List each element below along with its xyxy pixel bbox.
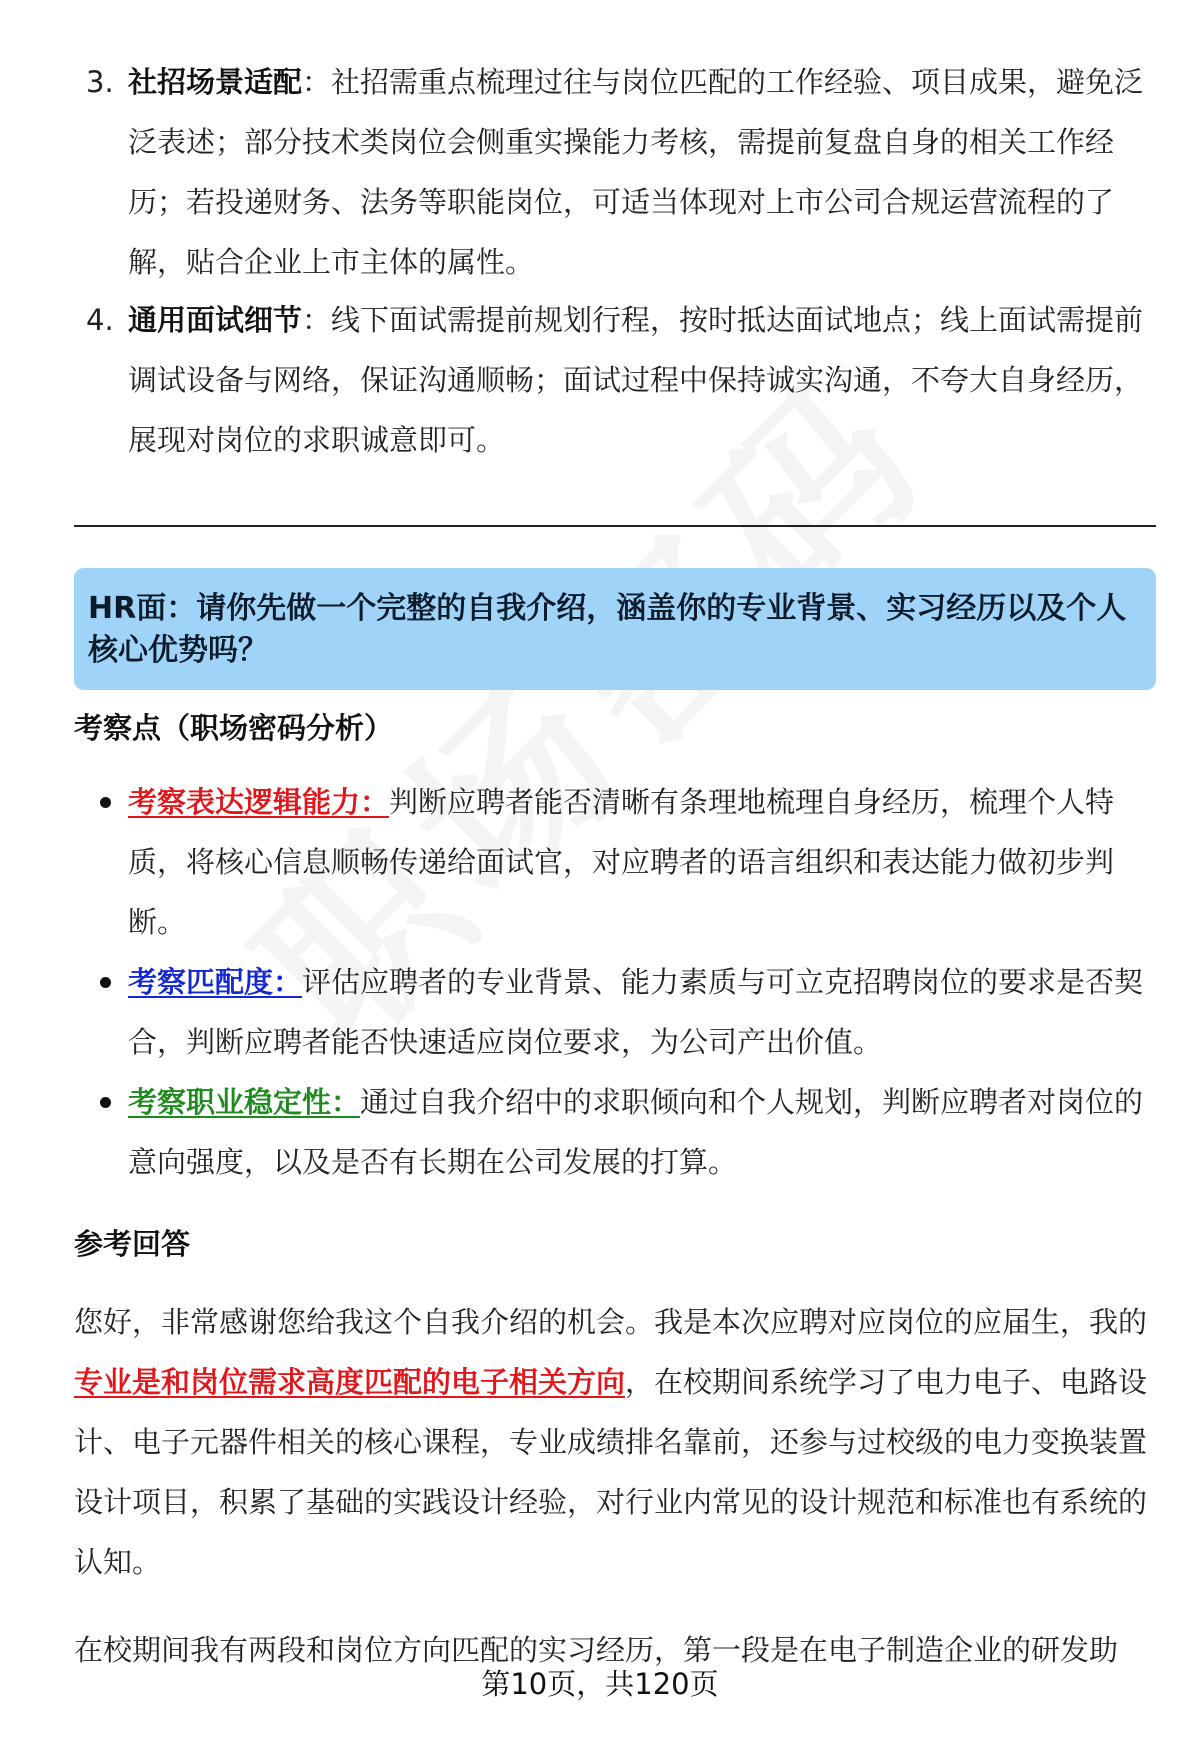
highlight-text: 专业是和岗位需求高度匹配的电子相关方向 bbox=[74, 1365, 626, 1399]
reference-heading: 参考回答 bbox=[74, 1227, 191, 1261]
list-item bbox=[74, 1072, 1144, 1192]
list-item bbox=[74, 772, 1144, 952]
page-footer: 第10页，共120页 bbox=[481, 1667, 719, 1701]
list-item-text: ：线下面试需提前规划行程，按时抵达面试地点；线上面试需提前调试设备与网络，保证沟通顺畅；面试过程中保持诚实沟通，不夸大自身经历，展现对岗位的求职诚意即可。 bbox=[128, 303, 1144, 457]
list-item-label: 通用面试细节 bbox=[128, 303, 303, 337]
analysis-text: 判断应聘者能否清晰有条理地梳理自身经历，梳理个人特质，将核心信息顺畅传递给面试官，对应聘者的语言组织和表达能力做初步判断。 bbox=[128, 785, 1115, 939]
list-item bbox=[74, 952, 1144, 1072]
question-box: HR面：请你先做一个完整的自我介绍，涵盖你的专业背景、实习经历以及个人核心优势吗？ bbox=[74, 568, 1156, 690]
paragraph-text: ，在校期间系统学习了电力电子、电路设计、电子元器件相关的核心课程，专业成绩排名靠前，还参与过校级的电力变换装置设计项目，积累了基础的实践设计经验，对行业内常见的设计规范和标准也有系统的认知。 bbox=[74, 1365, 1148, 1579]
list-item bbox=[74, 290, 1144, 470]
paragraph-text: 您好，非常感谢您给我这个自我介绍的机会。我是本次应聘对应岗位的应届生，我的 bbox=[74, 1305, 1148, 1339]
horizontal-divider bbox=[74, 525, 1156, 527]
analysis-label: 考察职业稳定性： bbox=[128, 1085, 361, 1119]
numbered-list bbox=[74, 52, 1144, 470]
reference-paragraph bbox=[74, 1292, 1156, 1592]
analysis-heading: 考察点（职场密码分析） bbox=[74, 711, 394, 745]
reference-paragraph: 在校期间我有两段和岗位方向匹配的实习经历，第一段是在电子制造企业的研发助 bbox=[74, 1633, 1119, 1667]
bullet-icon bbox=[100, 1097, 111, 1108]
analysis-label: 考察匹配度： bbox=[128, 965, 303, 999]
list-number: 4. bbox=[86, 303, 114, 337]
list-item-text: ：社招需重点梳理过往与岗位匹配的工作经验、项目成果，避免泛泛表述；部分技术类岗位会侧重实操能力考核，需提前复盘自身的相关工作经历；若投递财务、法务等职能岗位，可适当体现对上市公司合规运营流程的了解，贴合企业上市主体的属性。 bbox=[128, 65, 1144, 279]
analysis-text: 通过自我介绍中的求职倾向和个人规划，判断应聘者对岗位的意向强度，以及是否有长期在公司发展的打算。 bbox=[128, 1085, 1144, 1179]
list-number: 3. bbox=[86, 65, 114, 99]
list-item bbox=[74, 52, 1144, 292]
list-item-label: 社招场景适配 bbox=[128, 65, 303, 99]
bullet-icon bbox=[100, 977, 111, 988]
analysis-text: 评估应聘者的专业背景、能力素质与可立克招聘岗位的要求是否契合，判断应聘者能否快速适应岗位要求，为公司产出价值。 bbox=[128, 965, 1144, 1059]
analysis-label: 考察表达逻辑能力： bbox=[128, 785, 390, 819]
analysis-list bbox=[74, 772, 1144, 1192]
bullet-icon bbox=[100, 797, 111, 808]
